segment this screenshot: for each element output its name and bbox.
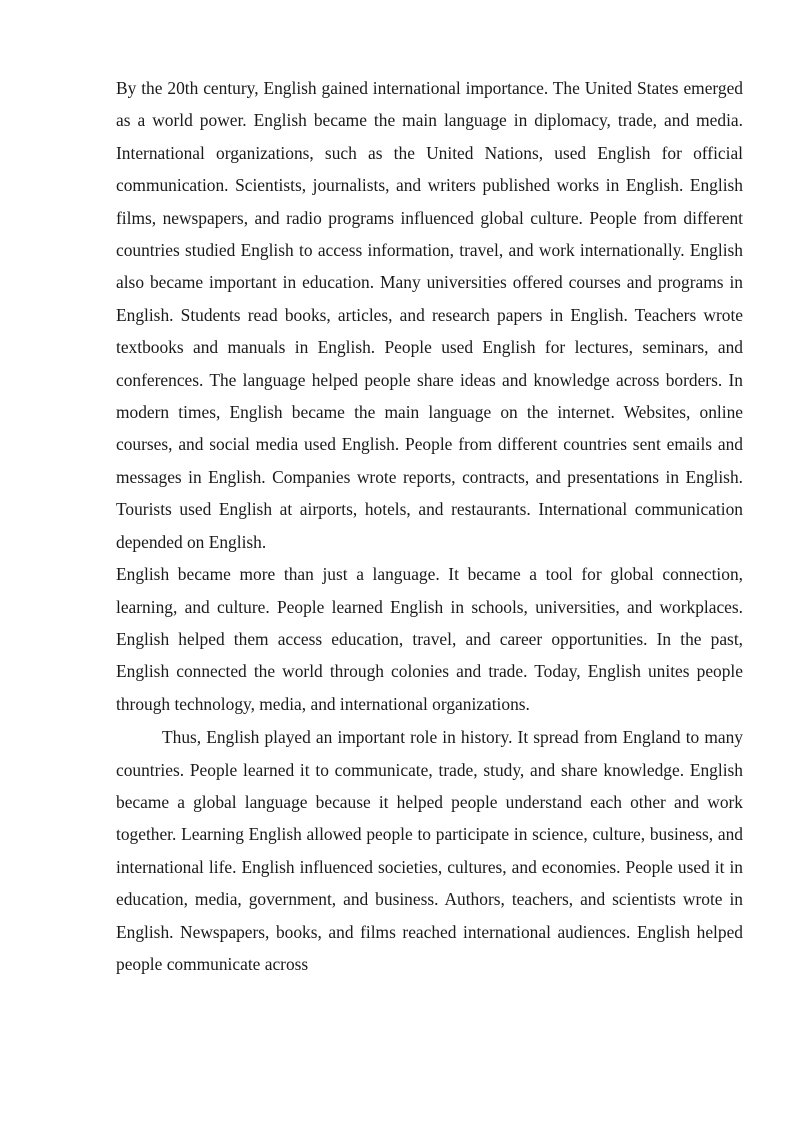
document-body bbox=[116, 72, 743, 980]
paragraph-20th-century: By the 20th century, English gained international importance. The United States emerged as a world power. English became the main language in diplomacy, trade, and media. International organizations, such as the United Nations, used English for official communication. Scientists, journalists, and writers published works in English. English films, newspapers, and radio programs influenced global culture. People from different countries studied English to access information, travel, and work internationally. English also became important in education. Many universities offered courses and programs in English. Students read books, articles, and research papers in English. Teachers wrote textbooks and manuals in English. People used English for lectures, seminars, and conferences. The language helped people share ideas and knowledge across borders. In modern times, English became the main language on the internet. Websites, online courses, and social media used English. People from different countries sent emails and messages in English. Companies wrote reports, contracts, and presentations in English. Tourists used English at airports, hotels, and restaurants. International communication depended on English. bbox=[116, 78, 743, 552]
paragraph-conclusion: Thus, English played an important role in history. It spread from England to many countries. People learned it to communicate, trade, study, and share knowledge. English became a global language because it helped people understand each other and work together. Learning English allowed people to participate in science, culture, business, and international life. English influenced societies, cultures, and economies. People used it in education, media, government, and business. Authors, teachers, and scientists wrote in English. Newspapers, books, and films reached international audiences. English helped people communicate across bbox=[116, 727, 743, 974]
paragraph-global-connection: English became more than just a language. It became a tool for global connection, learning, and culture. People learned English in schools, universities, and workplaces. English helped them access education, travel, and career opportunities. In the past, English connected the world through colonies and trade. Today, English unites people through technology, media, and international organizations. bbox=[116, 564, 743, 714]
